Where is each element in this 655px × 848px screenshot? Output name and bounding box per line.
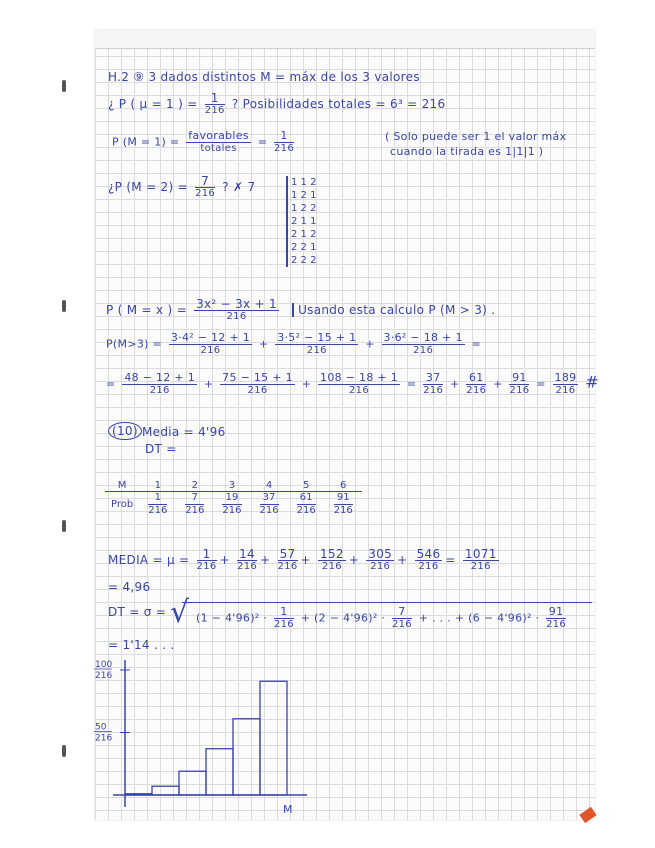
combination: 1 2 1 — [291, 190, 317, 201]
combination: 1 1 2 — [291, 177, 317, 188]
y-mid-label-den: 216 — [95, 733, 113, 744]
fraction-den: 216 — [185, 505, 205, 516]
question-2-tail: ? ✗ 7 — [222, 180, 256, 194]
fraction-den: 216 — [306, 345, 327, 356]
fraction-den: 216 — [333, 505, 353, 516]
sqrt-sign: √ — [170, 595, 190, 630]
fraction-den: 216 — [200, 345, 221, 356]
part-number: (10) — [108, 422, 142, 440]
pm3-result-line: = $\frac{48 - 12 + 1}{216}$ + $\frac{75 - 15 + 1}{216}$ + $\frac{108 - 18 + 1}{216}$ = $\frac{37}{216}$ + $\frac{61}{216}$ + $\frac{91}{216}$ = $\frac{189}{216}$ # — [106, 371, 599, 396]
fraction-num: 1071 — [464, 547, 497, 561]
fraction-den: 216 — [391, 619, 412, 630]
fraction-den: 216 — [204, 105, 225, 116]
fraction-den: 216 — [509, 385, 530, 396]
fraction-den: 216 — [466, 385, 487, 396]
dt-term-3: + . . . + (6 − 4'96)² · — [418, 611, 540, 625]
fraction-den: 216 — [195, 188, 216, 199]
media-line: MEDIA = μ = $\frac{1}{216}$ + $\frac{14}{216}$ + $\frac{57}{216}$ + $\frac{152}{216}$ + $\frac{305}{216}$ + $\frac{546}{216}$ = $\frac{1071}{216}$ — [108, 547, 497, 572]
fraction-den: 216 — [259, 505, 279, 516]
fraction-den: 216 — [196, 561, 217, 572]
media-approx: = 4,96 — [108, 580, 151, 594]
general-note: Usando esta calculo P (M > 3) . — [292, 303, 495, 317]
fraction-num: 1 — [274, 130, 294, 143]
combination: 1 2 2 — [291, 203, 317, 214]
fraction-den: 216 — [349, 385, 370, 396]
fraction-num: 189 — [554, 371, 577, 384]
fraction-num: 546 — [416, 547, 441, 561]
fraction-den: 216 — [148, 505, 168, 516]
problem-heading: H.2 ⑨ 3 dados distintos M = máx de los 3 valores — [108, 70, 420, 84]
table-cell: 3 — [213, 480, 250, 492]
fraction-den: 216 — [546, 619, 567, 630]
combination: 2 1 2 — [291, 229, 317, 240]
line-start: = — [106, 377, 116, 391]
fraction-num: 37 — [423, 372, 443, 385]
fraction-den: totales — [200, 143, 237, 154]
table-cell: 5 — [288, 480, 325, 492]
dt-left: DT = σ = — [108, 605, 167, 619]
combination: 2 2 1 — [291, 242, 317, 253]
table-row-label: Prob — [111, 499, 134, 510]
histogram-bar — [233, 719, 260, 795]
fraction-num: favorables — [188, 129, 249, 142]
histogram-bar — [206, 749, 233, 795]
fraction-den: 216 — [423, 385, 444, 396]
y-mid-label-num: 50 — [95, 722, 107, 733]
fraction-num: 91 — [334, 492, 353, 505]
histogram-bar — [179, 771, 206, 795]
fraction-num: 7 — [392, 606, 412, 619]
fraction-num: 152 — [320, 547, 344, 561]
fraction-num: 75 − 15 + 1 — [222, 371, 293, 384]
fraction-den: 216 — [555, 385, 576, 396]
pm3-line: P(M>3) = $\frac{\text{3·4² − 12 + 1}}{216}$ + $\frac{\text{3·5² − 15 + 1}}{216}$ + $\frac{\text{3·6² − 18 + 1}}{216}$ = — [106, 331, 482, 356]
fraction-den: 216 — [273, 619, 294, 630]
histogram-bar — [125, 794, 152, 795]
fraction-num: 3x² − 3x + 1 — [196, 297, 277, 311]
fraction-num: 1 — [197, 548, 217, 561]
fraction-num: 57 — [278, 548, 298, 561]
fraction-num: 305 — [368, 547, 393, 561]
fraction-den: 216 — [237, 561, 258, 572]
general-left: P ( M = x ) = — [106, 303, 187, 317]
question-1-text: ¿ P ( μ = 1 ) = — [108, 97, 198, 111]
fraction-num: 91 — [546, 606, 566, 619]
media-left: MEDIA = μ = — [108, 553, 190, 567]
fraction-num: 61 — [297, 492, 316, 505]
fraction-den: 216 — [226, 311, 247, 322]
y-top-label-den: 216 — [95, 671, 113, 681]
combination: 2 2 2 — [291, 255, 317, 266]
fraction-den: 216 — [222, 505, 242, 516]
table-cell: 4 — [251, 480, 288, 492]
fraction-num: 1 — [148, 492, 167, 505]
hash-mark: # — [585, 372, 599, 392]
fraction-den: 216 — [321, 561, 342, 572]
table-cell: 1 — [139, 480, 176, 492]
fraction-num: 7 — [185, 492, 204, 505]
fraction-den: 216 — [418, 561, 439, 572]
p-m-1-line: P (M = 1) = $\frac{\text{favorables}}{\text{totales}}$ = $\frac{1}{216}$ — [112, 129, 295, 154]
fraction-den: 216 — [296, 505, 316, 516]
fraction-den: 216 — [277, 561, 298, 572]
dt-summary: DT = — [145, 442, 177, 456]
fraction-num: 3·5² − 15 + 1 — [277, 331, 357, 344]
fraction-num: 108 − 18 + 1 — [320, 371, 399, 384]
fraction-num: 91 — [509, 372, 529, 385]
fraction-num: 1 — [274, 606, 294, 619]
dt-result: = 1'14 . . . — [108, 638, 175, 652]
fraction-num: 3·4² − 12 + 1 — [170, 331, 251, 344]
question-2-text: ¿P (M = 2) = — [108, 180, 188, 194]
dt-term-2: + (2 − 4'96)² · — [300, 611, 386, 625]
histogram-bar — [152, 786, 179, 795]
fraction-num: 14 — [237, 548, 257, 561]
fraction-den: 216 — [274, 143, 295, 154]
fraction-den: 216 — [413, 345, 434, 356]
p-m-1-left: P (M = 1) = — [112, 135, 180, 149]
media-summary: Media = 4'96 — [142, 425, 226, 439]
fraction-den: 216 — [470, 561, 491, 572]
combination: 2 1 1 — [291, 216, 317, 227]
table-cell: 2 — [176, 480, 213, 492]
fraction-den: 216 — [370, 561, 391, 572]
table-header-label: M — [105, 480, 139, 492]
question-1-tail: ? Posibilidades totales = 6³ = 216 — [231, 97, 446, 111]
dt-term-1: (1 − 4'96)² · — [196, 611, 268, 625]
x-axis-label: M — [283, 803, 293, 816]
note-line-2: cuando la tirada es 1|1|1 ) — [390, 145, 544, 158]
fraction-num: 1 — [205, 92, 225, 105]
fraction-num: 3·6² − 18 + 1 — [383, 331, 463, 344]
pm3-left: P(M>3) = — [106, 337, 163, 351]
fraction-num: 37 — [260, 492, 279, 505]
fraction-den: 216 — [247, 385, 268, 396]
fraction-den: 216 — [149, 385, 170, 396]
histogram-bar — [260, 681, 287, 795]
y-top-label-num: 100 — [95, 660, 113, 670]
fraction-num: 61 — [466, 372, 486, 385]
fraction-num: 7 — [195, 175, 215, 188]
fraction-num: 48 − 12 + 1 — [124, 371, 196, 384]
fraction-num: 19 — [222, 492, 241, 505]
note-line-1: ( Solo puede ser 1 el valor máx — [385, 130, 567, 143]
table-cell: 6 — [325, 480, 362, 492]
